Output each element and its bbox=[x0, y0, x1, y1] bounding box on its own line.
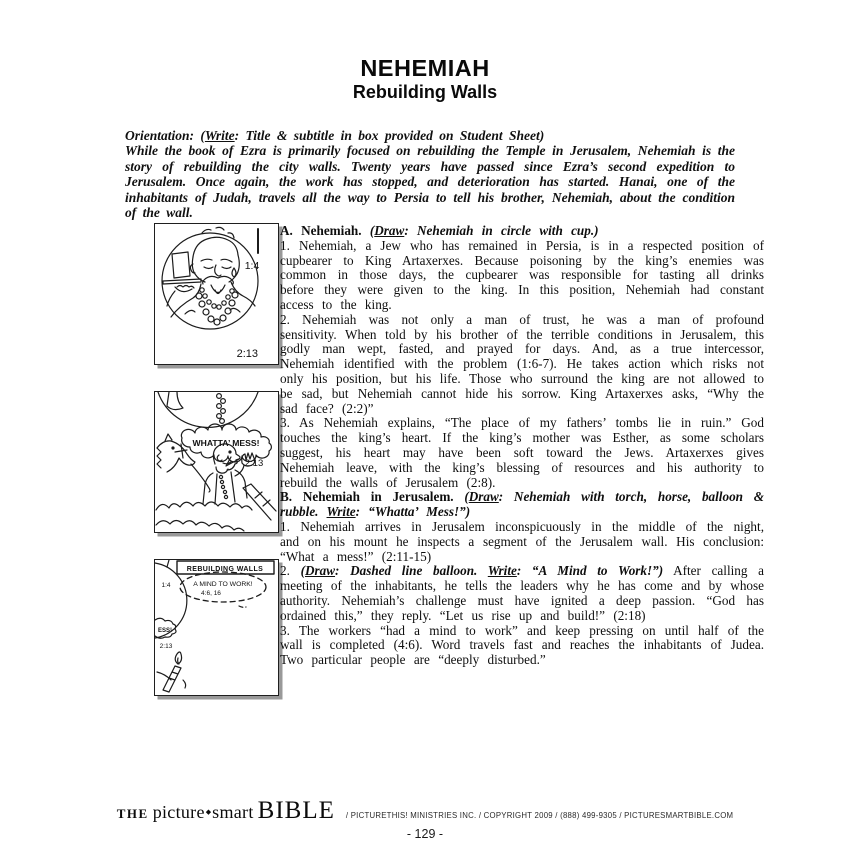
hand bbox=[175, 286, 194, 292]
body-paragraph bbox=[280, 624, 764, 668]
ear bbox=[217, 455, 222, 461]
balloon-line2: 4:6, 16 bbox=[201, 590, 221, 597]
cup-and-tray bbox=[163, 252, 201, 306]
sheet-title-text: REBUILDING WALLS bbox=[186, 566, 264, 573]
text-run: Write bbox=[487, 563, 517, 579]
scripture-ref: 2:13 bbox=[244, 458, 264, 469]
text-run: Draw bbox=[374, 223, 405, 238]
text-run: Orientation: ( bbox=[125, 128, 205, 143]
partial-balloon-text: ESS! bbox=[157, 628, 173, 634]
fallen-beams bbox=[243, 484, 276, 520]
nose bbox=[215, 265, 221, 276]
illustration-panel-whatta-mess bbox=[154, 391, 279, 533]
tray bbox=[163, 279, 201, 284]
text-run: Draw bbox=[304, 563, 336, 579]
body-paragraph bbox=[280, 490, 764, 520]
flame bbox=[175, 652, 181, 664]
mustache bbox=[203, 276, 234, 284]
page-title: NEHEMIAH bbox=[360, 55, 490, 81]
mane bbox=[157, 448, 161, 468]
nehemiah-hair bbox=[193, 237, 238, 257]
eyebrows bbox=[201, 259, 232, 262]
text-run: 1. Nehemiah, a Jew who has remained in Persia, is in a respected position of cupbearer to King Artaxerxes. Because poisoning by the king’s enemies was common in those days, the cupbearer was responsible for tasting all drinks before they were given to the king. In this position, Nehemiah had constant access to the king. bbox=[280, 237, 764, 312]
page-number: - 129 - bbox=[406, 827, 444, 841]
circle-frame bbox=[162, 233, 258, 329]
nehemiah-in-circle-drawing bbox=[155, 224, 278, 364]
tree-branch bbox=[167, 392, 183, 410]
cup bbox=[172, 252, 190, 278]
closed-eyes bbox=[204, 267, 231, 269]
text-run: 1. Nehemiah arrives in Jerusalem inconspicuously in the middle of the night, and on his mount he inspects a segment of the Jerusalem wall. His conclusion: “What a mess!” (2:11-15) bbox=[280, 518, 764, 564]
text-run: 3. The workers “had a mind to work” and keep pressing on until half of the wall is completed (4:6). Word travels fast and reaches the inhabitants of Judea. Two particular people are “deeply disturbed.” bbox=[280, 622, 764, 668]
arm bbox=[167, 291, 175, 306]
text-run: ( bbox=[369, 223, 375, 238]
text-run: After calling a meeting of the inhabitants, he tells the leaders why he has come and by whose authority. Nehemiah’s challenge must have ignited a deep passion. “God has ordained this,” they reply. “Let us rise up and build!” (2:18) bbox=[280, 563, 764, 623]
text-run: : Title & subtitle in box provided on Student Sheet) bbox=[234, 128, 545, 143]
torch-handle bbox=[163, 666, 181, 692]
orientation-block bbox=[125, 128, 735, 220]
text-run: : Dashed line balloon. bbox=[335, 563, 488, 579]
body-text-column bbox=[280, 224, 764, 668]
scripture-ref: 1:4 bbox=[244, 260, 260, 272]
body-paragraph bbox=[280, 564, 764, 623]
horse-ears bbox=[157, 434, 172, 448]
nehemiah-figure bbox=[203, 444, 255, 504]
body-paragraph bbox=[280, 520, 764, 564]
nehemiah-horse-drawing bbox=[155, 392, 278, 532]
text-run: : “A Mind to Work!”) bbox=[516, 563, 664, 579]
page-subtitle: Rebuilding Walls bbox=[352, 82, 498, 102]
text-run: 2. bbox=[280, 563, 301, 579]
text-run: ( bbox=[300, 563, 305, 579]
body-paragraph bbox=[280, 416, 764, 490]
logo-bible: BIBLE bbox=[257, 797, 335, 824]
text-run: A. Nehemiah. bbox=[280, 223, 370, 238]
diamond-separator-icon: ◆ bbox=[205, 808, 212, 816]
beard bbox=[216, 462, 231, 473]
goatee bbox=[211, 285, 225, 294]
logo-the: THE bbox=[116, 806, 149, 821]
body-paragraph bbox=[280, 224, 764, 239]
text-run: : Nehemiah in circle with cup.) bbox=[404, 223, 599, 238]
student-sheet-drawing bbox=[155, 560, 278, 695]
illustration-panel-nehemiah-cup bbox=[154, 223, 279, 365]
dashed-balloon-tail bbox=[239, 606, 246, 607]
text-run: Write bbox=[326, 504, 356, 520]
text-run: ( bbox=[464, 489, 469, 505]
scripture-ref: 2:13 bbox=[159, 643, 173, 650]
text-run: Write bbox=[204, 128, 235, 143]
torch-icon bbox=[157, 652, 186, 692]
body-paragraph bbox=[280, 239, 764, 313]
scripture-ref: 1:4 bbox=[161, 582, 171, 589]
logo-smart: smart bbox=[212, 802, 254, 822]
logo-picture: picture bbox=[152, 802, 205, 822]
text-run: : Nehemiah with torch, horse, balloon & rubble. bbox=[280, 489, 764, 520]
speech-balloon-text: WHATTA’ MESS! bbox=[192, 438, 260, 448]
footer-info-text: / PICTURETHIS! MINISTRIES INC. / COPYRIGHT 2009 / (888) 499-9305 / PICTURESMARTBIBLE.COM bbox=[345, 811, 734, 820]
text-run: B. Nehemiah in Jerusalem. bbox=[280, 489, 465, 505]
hanging-beads bbox=[217, 394, 226, 424]
body-paragraph bbox=[280, 313, 764, 417]
balloon-line1: A MIND TO WORK! bbox=[193, 581, 253, 588]
orientation-heading bbox=[125, 128, 735, 143]
text-run: 3. As Nehemiah explains, “The place of my fathers’ tombs lie in ruin.” God touches the king’s heart. If the king’s mother was Esther, as some scholars suggest, his heart may have been soft toward the Jews. Artaxerxes gives Nehemiah leave, with the king’s blessing of resources and his authority to rebuild the walls of Jerusalem (2:8). bbox=[280, 415, 764, 490]
orientation-body: While the book of Ezra is primarily focused on rebuilding the Temple in Jerusalem, Nehemiah is the story of rebuilding the city walls. Twenty years have passed since Ezra’s second expedition to Jerusalem. Once again, the work has stopped, and deterioration has started. Hanai, one of the inhabitants of Judah, travels all the way to Persia to tell his brother, Nehemiah, about the condition of the wall. bbox=[125, 143, 735, 221]
text-run: 2. Nehemiah was not only a man of trust, he was a man of profound sensitivity. When told by his brother of the terrible conditions in Jerusalem, this godly man wept, fasted, and prayed for days. And, as a true intercessor, Nehemiah identified with the problem (1:6-7). He takes action which risks not only his position, but his life. Those who surround the king are not allowed to be sad, but Nehemiah cannot hide his sorrow. King Artaxerxes asks, “Why the sad face? (2:2)” bbox=[280, 311, 764, 416]
scripture-ref: 2:13 bbox=[236, 348, 258, 360]
text-run: Draw bbox=[468, 489, 499, 505]
illustration-panel-student-sheet bbox=[154, 559, 279, 696]
tear-drop bbox=[232, 268, 236, 277]
text-run: : “Whatta’ Mess!”) bbox=[355, 504, 471, 520]
